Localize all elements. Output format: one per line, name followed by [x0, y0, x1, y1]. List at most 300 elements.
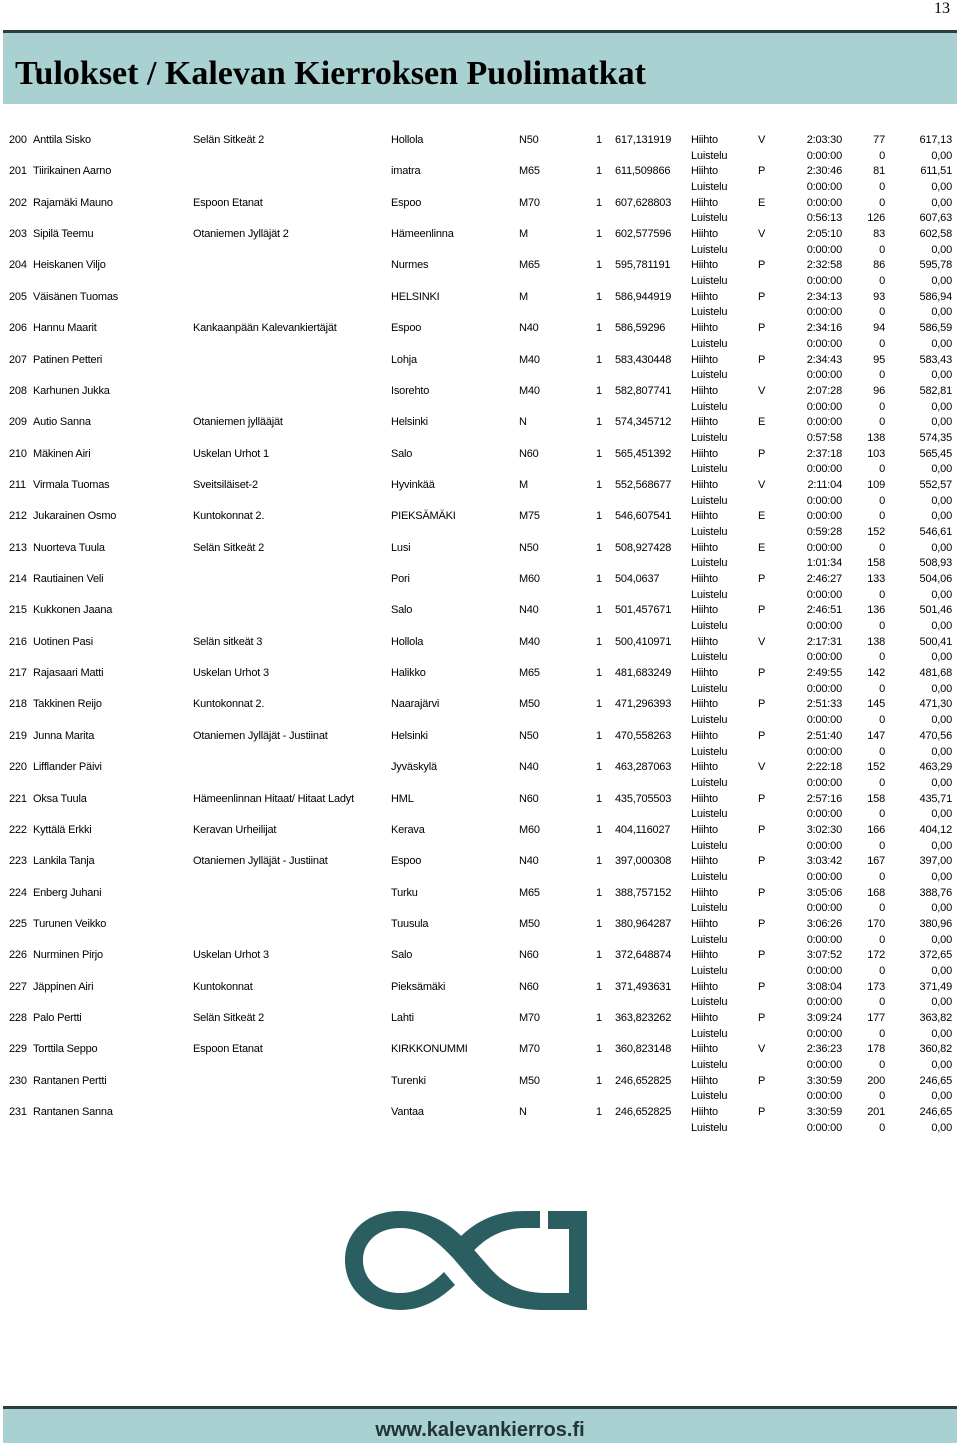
cell-series: M50 — [519, 918, 540, 930]
cell-points: 0,00 — [931, 808, 952, 821]
cell-time: 2:11:04 — [807, 478, 842, 491]
cell-style: V — [758, 1043, 766, 1056]
cell-sport: Hiihto — [691, 635, 718, 648]
cell-sport: Luistelu — [691, 431, 728, 444]
cell-points: 0,00 — [931, 588, 952, 601]
cell-club: Otaniemen Jylläjät - Justiinat — [193, 729, 328, 742]
table-row-sub — [0, 712, 960, 728]
cell-series: M60 — [519, 823, 540, 836]
cell-total: 595,781191 — [615, 259, 671, 272]
cell-town: imatra — [391, 165, 421, 178]
cell-name: Jäppinen Airi — [33, 980, 94, 993]
cell-series: M50 — [519, 698, 540, 711]
cell-sport: Luistelu — [691, 306, 728, 319]
cell-name: Palo Pertti — [33, 1012, 82, 1025]
cell-sport: Luistelu — [691, 275, 728, 288]
cell-town: Espoo — [391, 322, 422, 335]
cell-style: E — [758, 541, 766, 554]
cell-series: N50 — [519, 541, 539, 554]
cell-style: P — [758, 949, 766, 962]
cell-points: 360,82 — [919, 1043, 952, 1056]
cell-time: 0:00:00 — [806, 181, 842, 194]
cell-points: 388,76 — [919, 886, 952, 899]
cell-series: M65 — [519, 165, 540, 178]
cell-total: 508,927428 — [615, 541, 672, 554]
cell-name: Virmala Tuomas — [33, 478, 110, 491]
cell-place: 158 — [867, 792, 885, 805]
cell-time: 0:00:00 — [806, 416, 842, 429]
cell-series: N — [519, 1106, 527, 1119]
cell-total: 611,509866 — [615, 165, 671, 178]
cell-points: 0,00 — [931, 510, 952, 523]
cell-points: 0,00 — [931, 181, 952, 194]
cell-time: 0:57:58 — [806, 431, 842, 444]
cell-sport: Luistelu — [691, 933, 728, 946]
cell-town: Pori — [391, 573, 410, 586]
logo-band-shape — [455, 1211, 540, 1256]
cell-name: Jukarainen Osmo — [33, 510, 117, 523]
cell-series: N60 — [519, 447, 539, 460]
cell-points: 0,00 — [931, 494, 952, 507]
cell-time: 0:00:00 — [806, 620, 842, 633]
cell-place: 109 — [867, 478, 885, 491]
cell-rank: 228 — [9, 1012, 27, 1025]
cell-rank: 218 — [9, 698, 27, 711]
cell-points: 246,65 — [919, 1106, 952, 1119]
table-row — [0, 1104, 960, 1120]
cell-name: Tiirikainen Aarno — [33, 165, 112, 178]
cell-club: Otaniemen Jylläjät 2 — [193, 228, 289, 241]
cell-place: 168 — [867, 886, 885, 899]
cell-place: 126 — [867, 212, 885, 225]
cell-time: 0:56:13 — [806, 212, 842, 225]
cell-points: 0,00 — [931, 400, 952, 413]
cell-points: 586,59 — [919, 322, 952, 335]
cell-town: Kerava — [391, 823, 425, 836]
cell-sport: Luistelu — [691, 776, 728, 789]
cell-total: 404,116027 — [615, 823, 671, 836]
cell-count: 1 — [596, 729, 602, 742]
cell-sport: Hiihto — [691, 228, 718, 241]
table-row-sub — [0, 806, 960, 822]
cell-rank: 203 — [9, 228, 27, 241]
cell-place: 152 — [867, 526, 885, 538]
cell-total: 463,287063 — [615, 761, 672, 774]
table-row — [0, 947, 960, 963]
cell-count: 1 — [596, 134, 602, 146]
cell-place: 0 — [879, 620, 885, 633]
cell-style: P — [758, 1106, 766, 1119]
cell-sport: Hiihto — [691, 855, 718, 868]
cell-total: 586,944919 — [615, 290, 672, 303]
cell-name: Anttila Sisko — [33, 134, 91, 146]
cell-name: Rajamäki Mauno — [33, 196, 113, 209]
cell-series: M60 — [519, 573, 540, 586]
cell-place: 200 — [867, 1074, 885, 1087]
cell-style: P — [758, 698, 766, 711]
cell-name: Lankila Tanja — [33, 855, 95, 868]
cell-sport: Luistelu — [691, 526, 728, 538]
cell-time: 0:00:00 — [806, 651, 842, 664]
cell-rank: 205 — [9, 290, 27, 303]
table-row-sub — [0, 524, 960, 540]
cell-club: Otaniemen jyllääjät — [193, 416, 283, 429]
cell-rank: 219 — [9, 729, 27, 742]
cell-sport: Luistelu — [691, 149, 728, 162]
cell-total: 246,652825 — [615, 1106, 672, 1119]
cell-sport: Luistelu — [691, 965, 728, 978]
table-row — [0, 383, 960, 399]
cell-points: 0,00 — [931, 149, 952, 162]
cell-sport: Hiihto — [691, 1106, 718, 1119]
cell-count: 1 — [596, 1074, 602, 1087]
cell-style: P — [758, 886, 766, 899]
cell-club: Uskelan Urhot 1 — [193, 447, 269, 460]
footer-band — [3, 1406, 957, 1443]
table-row — [0, 916, 960, 932]
cell-total: 363,823262 — [615, 1012, 672, 1025]
cell-rank: 206 — [9, 322, 27, 335]
table-row-sub — [0, 367, 960, 383]
cell-count: 1 — [596, 573, 602, 586]
cell-count: 1 — [596, 855, 602, 868]
cell-rank: 211 — [9, 478, 26, 491]
cell-total: 481,683249 — [615, 667, 672, 680]
cell-place: 0 — [879, 196, 885, 209]
cell-count: 1 — [596, 918, 602, 930]
cell-style: P — [758, 855, 766, 868]
table-row-sub — [0, 932, 960, 948]
cell-town: Salo — [391, 949, 413, 962]
cell-time: 2:34:13 — [806, 290, 842, 303]
cell-style: V — [758, 478, 766, 491]
table-row — [0, 257, 960, 273]
cell-series: M40 — [519, 353, 540, 366]
cell-name: Rantanen Pertti — [33, 1074, 107, 1087]
table-row — [0, 477, 960, 493]
cell-count: 1 — [596, 980, 602, 993]
cell-name: Patinen Petteri — [33, 353, 103, 366]
cell-points: 397,00 — [919, 855, 952, 868]
cell-style: V — [758, 228, 766, 241]
cell-total: 574,345712 — [615, 416, 672, 429]
cell-club: Keravan Urheilijat — [193, 823, 277, 836]
cell-style: P — [758, 1074, 766, 1087]
cell-rank: 215 — [9, 604, 27, 617]
cell-time: 2:05:10 — [806, 228, 842, 241]
cell-place: 0 — [879, 839, 885, 852]
cell-place: 0 — [879, 369, 885, 382]
cell-series: M65 — [519, 259, 540, 272]
cell-place: 0 — [879, 776, 885, 789]
cell-series: M — [519, 290, 528, 303]
cell-count: 1 — [596, 165, 602, 178]
cell-place: 0 — [879, 149, 885, 162]
cell-town: Nurmes — [391, 259, 429, 272]
cell-sport: Hiihto — [691, 729, 718, 742]
cell-series: M40 — [519, 384, 540, 397]
cell-points: 0,00 — [931, 870, 952, 883]
cell-time: 2:30:46 — [806, 165, 842, 178]
cell-club: Uskelan Urhot 3 — [193, 667, 269, 680]
table-row — [0, 979, 960, 995]
cell-points: 546,61 — [919, 526, 952, 538]
cell-place: 0 — [879, 651, 885, 664]
cell-club: Kankaanpään Kalevankiertäjät — [193, 322, 337, 335]
cell-series: M40 — [519, 635, 540, 648]
cell-count: 1 — [596, 290, 602, 303]
cell-sport: Luistelu — [691, 651, 728, 664]
table-row-sub — [0, 399, 960, 415]
cell-time: 0:00:00 — [806, 745, 842, 758]
cell-sport: Luistelu — [691, 181, 728, 194]
cell-sport: Luistelu — [691, 745, 728, 758]
cell-style: P — [758, 667, 766, 680]
cell-points: 0,00 — [931, 965, 952, 978]
cell-town: Jyväskylä — [391, 761, 437, 774]
cell-sport: Hiihto — [691, 1012, 718, 1025]
cell-sport: Hiihto — [691, 1043, 718, 1056]
cell-count: 1 — [596, 792, 602, 805]
cell-series: N — [519, 416, 527, 429]
cell-town: Tuusula — [391, 918, 429, 930]
cell-town: Isorehto — [391, 384, 430, 397]
cell-points: 595,78 — [919, 259, 952, 272]
cell-town: Helsinki — [391, 729, 428, 742]
cell-sport: Luistelu — [691, 1121, 728, 1134]
cell-points: 0,00 — [931, 1027, 952, 1040]
cell-place: 103 — [867, 447, 885, 460]
cell-rank: 209 — [9, 416, 27, 429]
cell-style: E — [758, 416, 766, 429]
table-row-sub — [0, 618, 960, 634]
kalevan-kierros-logo — [343, 1207, 589, 1314]
cell-place: 167 — [867, 855, 885, 868]
table-row — [0, 885, 960, 901]
cell-time: 2:22:18 — [806, 761, 842, 774]
cell-name: Oksa Tuula — [33, 792, 87, 805]
cell-place: 0 — [879, 510, 885, 523]
cell-town: Hämeenlinna — [391, 228, 454, 241]
cell-series: N60 — [519, 949, 539, 962]
cell-rank: 216 — [9, 635, 27, 648]
cell-sport: Hiihto — [691, 353, 718, 366]
cell-points: 463,29 — [919, 761, 952, 774]
cell-name: Karhunen Jukka — [33, 384, 110, 397]
cell-place: 158 — [867, 557, 885, 570]
cell-club: Otaniemen Jylläjät - Justiinat — [193, 855, 328, 868]
cell-time: 3:06:26 — [806, 918, 842, 930]
cell-total: 583,430448 — [615, 353, 672, 366]
table-row — [0, 163, 960, 179]
cell-total: 388,757152 — [615, 886, 672, 899]
cell-points: 0,00 — [931, 306, 952, 319]
cell-count: 1 — [596, 949, 602, 962]
cell-name: Junna Marita — [33, 729, 95, 742]
cell-sport: Luistelu — [691, 870, 728, 883]
cell-time: 0:00:00 — [806, 776, 842, 789]
cell-series: N40 — [519, 322, 539, 335]
cell-place: 177 — [867, 1012, 885, 1025]
cell-town: Halikko — [391, 667, 426, 680]
cell-sport: Hiihto — [691, 416, 718, 429]
cell-time: 0:00:00 — [806, 463, 842, 476]
cell-series: N40 — [519, 761, 539, 774]
cell-series: M — [519, 478, 528, 491]
cell-name: Väisänen Tuomas — [33, 290, 119, 303]
cell-time: 2:57:16 — [806, 792, 842, 805]
cell-total: 435,705503 — [615, 792, 672, 805]
cell-place: 0 — [879, 494, 885, 507]
cell-style: P — [758, 792, 766, 805]
cell-sport: Luistelu — [691, 243, 728, 256]
cell-place: 0 — [879, 275, 885, 288]
cell-style: P — [758, 322, 766, 335]
cell-time: 2:03:30 — [806, 134, 842, 146]
cell-sport: Luistelu — [691, 588, 728, 601]
table-row-sub — [0, 1120, 960, 1136]
cell-sport: Luistelu — [691, 808, 728, 821]
cell-town: Hollola — [391, 635, 424, 648]
cell-points: 471,30 — [919, 698, 952, 711]
cell-town: Hollola — [391, 134, 424, 146]
cell-time: 2:37:18 — [806, 447, 842, 460]
cell-rank: 220 — [9, 761, 27, 774]
cell-points: 617,13 — [919, 134, 952, 146]
cell-town: Salo — [391, 604, 413, 617]
cell-club: Kuntokonnat 2. — [193, 698, 265, 711]
cell-rank: 208 — [9, 384, 27, 397]
cell-place: 0 — [879, 745, 885, 758]
cell-club: Selän Sitkeät 2 — [193, 1012, 264, 1025]
cell-points: 380,96 — [919, 918, 952, 930]
cell-style: P — [758, 918, 766, 930]
cell-style: P — [758, 165, 766, 178]
table-row — [0, 696, 960, 712]
cell-time: 0:00:00 — [806, 902, 842, 915]
cell-place: 0 — [879, 337, 885, 350]
cell-series: M70 — [519, 1043, 540, 1056]
cell-town: Salo — [391, 447, 413, 460]
cell-place: 138 — [867, 635, 885, 648]
cell-place: 81 — [873, 165, 885, 178]
cell-place: 138 — [867, 431, 885, 444]
cell-town: Lusi — [391, 541, 411, 554]
cell-time: 2:07:28 — [806, 384, 842, 397]
cell-time: 0:00:00 — [806, 494, 842, 507]
cell-time: 2:46:51 — [806, 604, 842, 617]
cell-points: 0,00 — [931, 541, 952, 554]
cell-rank: 227 — [9, 980, 27, 993]
cell-total: 607,628803 — [615, 196, 672, 209]
cell-place: 96 — [873, 384, 885, 397]
table-row — [0, 791, 960, 807]
table-row-sub — [0, 179, 960, 195]
table-row-sub — [0, 210, 960, 226]
cell-time: 0:00:00 — [806, 870, 842, 883]
cell-points: 508,93 — [919, 557, 952, 570]
cell-town: Naarajärvi — [391, 698, 440, 711]
cell-style: P — [758, 1012, 766, 1025]
cell-points: 0,00 — [931, 933, 952, 946]
cell-time: 3:02:30 — [806, 823, 842, 836]
cell-place: 0 — [879, 902, 885, 915]
cell-total: 246,652825 — [615, 1074, 672, 1087]
cell-style: V — [758, 635, 766, 648]
cell-points: 470,56 — [919, 729, 952, 742]
table-row-sub — [0, 744, 960, 760]
cell-time: 0:00:00 — [806, 243, 842, 256]
cell-points: 372,65 — [919, 949, 952, 962]
cell-place: 201 — [867, 1106, 885, 1119]
cell-time: 2:46:27 — [806, 573, 842, 586]
cell-time: 3:03:42 — [806, 855, 842, 868]
cell-points: 0,00 — [931, 196, 952, 209]
cell-points: 404,12 — [919, 823, 952, 836]
cell-points: 0,00 — [931, 243, 952, 256]
cell-place: 0 — [879, 463, 885, 476]
cell-rank: 214 — [9, 573, 27, 586]
cell-town: Espoo — [391, 196, 422, 209]
cell-name: Kyttälä Erkki — [33, 823, 92, 836]
cell-sport: Hiihto — [691, 573, 718, 586]
cell-club: Sveitsiläiset-2 — [193, 478, 258, 491]
cell-time: 0:00:00 — [806, 306, 842, 319]
cell-count: 1 — [596, 447, 602, 460]
cell-count: 1 — [596, 541, 602, 554]
cell-time: 0:00:00 — [806, 196, 842, 209]
cell-points: 0,00 — [931, 745, 952, 758]
cell-name: Rautiainen Veli — [33, 573, 104, 586]
cell-style: E — [758, 196, 766, 209]
cell-sport: Luistelu — [691, 839, 728, 852]
cell-style: P — [758, 573, 766, 586]
cell-time: 0:00:00 — [806, 965, 842, 978]
cell-count: 1 — [596, 196, 602, 209]
table-row — [0, 226, 960, 242]
table-row-sub — [0, 336, 960, 352]
cell-place: 94 — [873, 322, 885, 335]
table-row — [0, 822, 960, 838]
cell-series: M70 — [519, 1012, 540, 1025]
cell-total: 582,807741 — [615, 384, 672, 397]
cell-points: 0,00 — [931, 839, 952, 852]
cell-sport: Hiihto — [691, 165, 718, 178]
cell-style: P — [758, 290, 766, 303]
table-row-sub — [0, 273, 960, 289]
cell-total: 501,457671 — [615, 604, 672, 617]
cell-points: 0,00 — [931, 620, 952, 633]
cell-sport: Hiihto — [691, 322, 718, 335]
cell-count: 1 — [596, 698, 602, 711]
cell-sport: Hiihto — [691, 447, 718, 460]
table-row-sub — [0, 430, 960, 446]
cell-series: M50 — [519, 1074, 540, 1087]
table-row — [0, 759, 960, 775]
cell-time: 0:00:00 — [806, 1090, 842, 1103]
cell-place: 93 — [873, 290, 885, 303]
website-link[interactable]: www.kalevankierros.fi — [375, 1419, 585, 1441]
cell-time: 0:00:00 — [806, 933, 842, 946]
cell-total: 380,964287 — [615, 918, 672, 930]
cell-name: Nurminen Pirjo — [33, 949, 103, 962]
cell-style: V — [758, 384, 766, 397]
cell-name: Torttila Seppo — [33, 1043, 98, 1056]
cell-sport: Hiihto — [691, 196, 718, 209]
cell-time: 2:51:40 — [806, 729, 842, 742]
cell-sport: Hiihto — [691, 886, 718, 899]
cell-total: 546,607541 — [615, 510, 672, 523]
